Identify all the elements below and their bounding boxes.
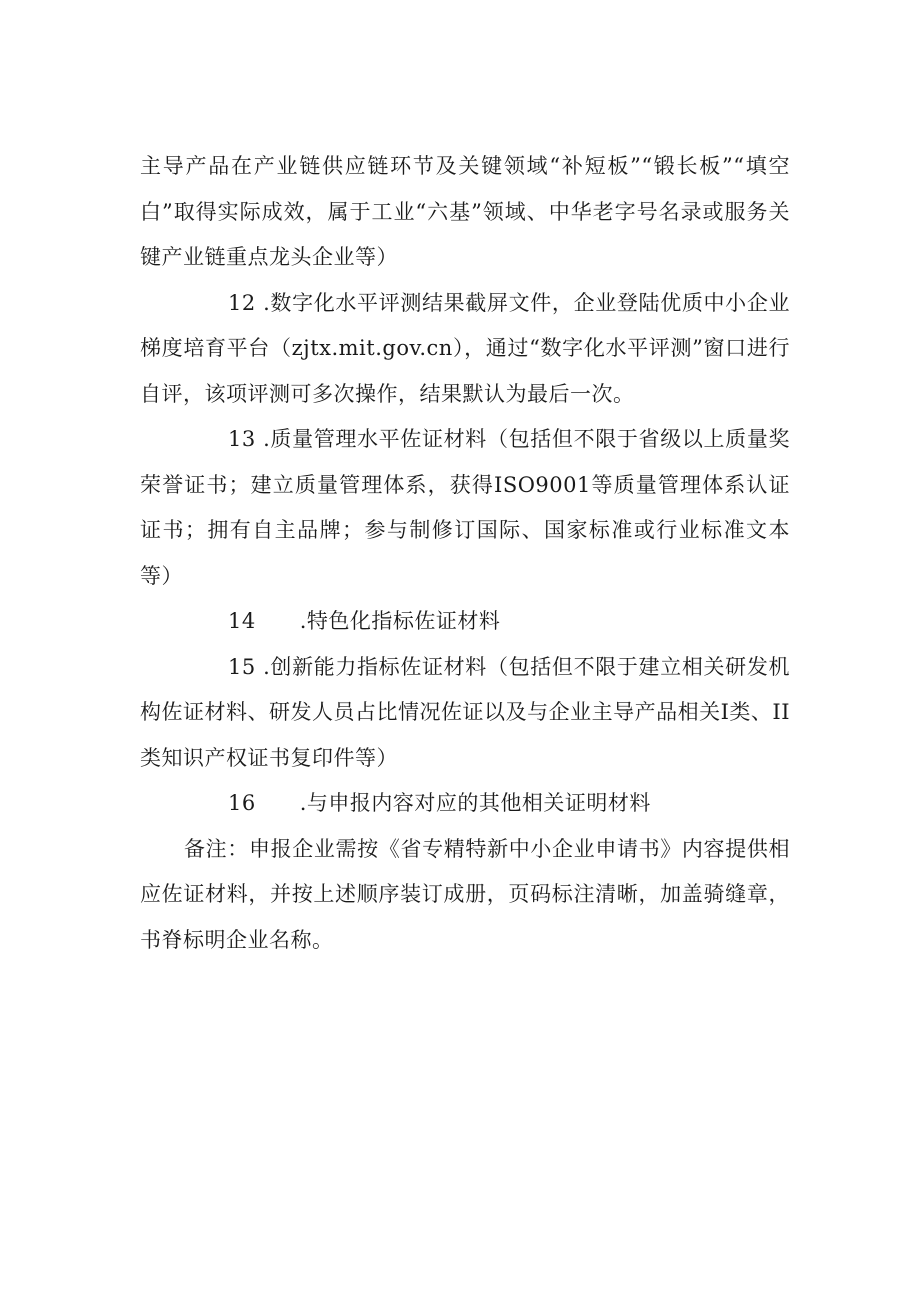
list-item-15 xyxy=(140,645,790,782)
item-number: 12 xyxy=(228,290,256,315)
item-number: 13 xyxy=(228,427,256,451)
list-item-13 xyxy=(140,417,790,599)
list-item-14 xyxy=(140,599,790,645)
continuation-text: 主导产品在产业链供应链环节及关键领域“补短板”“锻长板”“填空白”取得实际成效，属于工业“六基”领域、中华老字号名录或服务关键产业链重点龙头企业等） xyxy=(140,154,790,269)
item-number: 14 xyxy=(228,609,256,633)
item-text: .创新能力指标佐证材料（包括但不限于建立相关研发机构佐证材料、研发人员占比情况佐证以及与企业主导产品相关I类、II类知识产权证书复印件等） xyxy=(140,654,790,770)
list-item-16 xyxy=(140,781,790,827)
item-text: .质量管理水平佐证材料（包括但不限于省级以上质量奖荣誉证书；建立质量管理体系，获得ISO9001等质量管理体系认证证书；拥有自主品牌；参与制修订国际、国家标准或行业标准文本等） xyxy=(140,427,790,588)
item-number: 16 xyxy=(228,791,256,815)
document-body xyxy=(140,144,790,963)
note-paragraph xyxy=(140,827,790,964)
item-text: .数字化水平评测结果截屏文件，企业登陆优质中小企业梯度培育平台（zjtx.mit.gov.cn），通过“数字化水平评测”窗口进行自评，该项评测可多次操作，结果默认为最后一次。 xyxy=(140,290,790,406)
note-text: 备注：申报企业需按《省专精特新中小企业申请书》内容提供相应佐证材料，并按上述顺序装订成册，页码标注清晰，加盖骑缝章，书脊标明企业名称。 xyxy=(140,836,790,952)
item-number: 15 xyxy=(228,654,256,679)
continuation-paragraph xyxy=(140,144,790,281)
list-item-12 xyxy=(140,281,790,418)
item-text: .与申报内容对应的其他相关证明材料 xyxy=(299,791,651,815)
item-text: .特色化指标佐证材料 xyxy=(299,609,501,633)
